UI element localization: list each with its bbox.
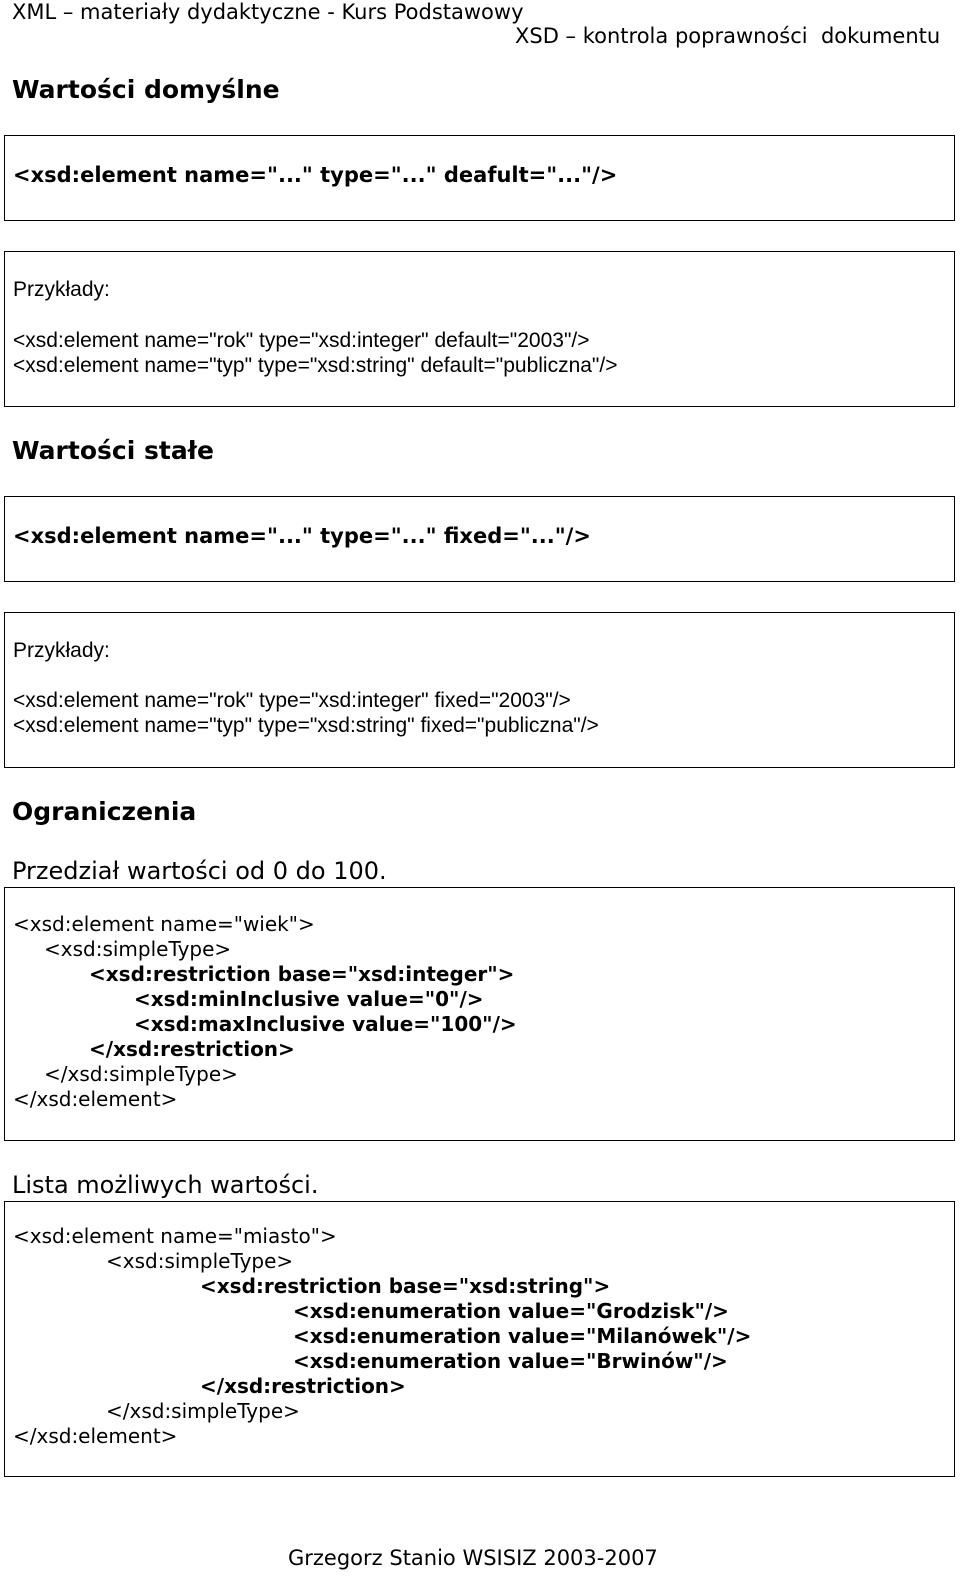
- range-description: Przedział wartości od 0 do 100.: [12, 857, 387, 885]
- list-code-line-4: <xsd:enumeration value="Grodzisk"/>: [293, 1299, 729, 1323]
- heading-default-values: Wartości domyślne: [12, 75, 280, 104]
- default-example-2: <xsd:element name="typ" type="xsd:string" default="publiczna"/>: [13, 354, 618, 377]
- fixed-examples-box: [4, 612, 955, 768]
- fixed-syntax: <xsd:element name="..." type="..." fixed="..."/>: [13, 524, 591, 548]
- default-example-1: <xsd:element name="rok" type="xsd:integer" default="2003"/>: [13, 329, 590, 352]
- default-syntax-box: [4, 135, 955, 221]
- list-code-line-2: <xsd:simpleType>: [106, 1249, 294, 1273]
- list-code-box: [4, 1201, 955, 1477]
- range-code-line-6: </xsd:restriction>: [89, 1037, 295, 1061]
- list-description: Lista możliwych wartości.: [12, 1171, 319, 1199]
- range-code-line-1: <xsd:element name="wiek">: [13, 912, 315, 936]
- list-code-line-8: </xsd:simpleType>: [106, 1399, 300, 1423]
- fixed-examples-label: Przykłady:: [13, 639, 110, 662]
- list-code-line-3: <xsd:restriction base="xsd:string">: [200, 1274, 611, 1298]
- range-code-line-2: <xsd:simpleType>: [44, 937, 232, 961]
- footer-author: Grzegorz Stanio WSISIZ 2003-2007: [288, 1546, 658, 1570]
- range-code-line-7: </xsd:simpleType>: [44, 1062, 238, 1086]
- list-code-line-6: <xsd:enumeration value="Brwinów"/>: [293, 1349, 728, 1373]
- list-code-line-1: <xsd:element name="miasto">: [13, 1224, 337, 1248]
- range-code-box: [4, 887, 955, 1141]
- range-code-line-4: <xsd:minInclusive value="0"/>: [134, 987, 484, 1011]
- heading-restrictions: Ograniczenia: [12, 797, 197, 826]
- range-code-line-8: </xsd:element>: [13, 1087, 178, 1111]
- list-code-line-7: </xsd:restriction>: [200, 1374, 406, 1398]
- default-syntax: <xsd:element name="..." type="..." deafult="..."/>: [13, 163, 618, 187]
- default-examples-box: [4, 251, 955, 407]
- list-code-line-5: <xsd:enumeration value="Milanówek"/>: [293, 1324, 752, 1348]
- fixed-example-1: <xsd:element name="rok" type="xsd:integer" fixed="2003"/>: [13, 689, 571, 712]
- fixed-example-2: <xsd:element name="typ" type="xsd:string" fixed="publiczna"/>: [13, 714, 599, 737]
- range-code-line-5: <xsd:maxInclusive value="100"/>: [134, 1012, 517, 1036]
- fixed-syntax-box: [4, 496, 955, 582]
- range-code-line-3: <xsd:restriction base="xsd:integer">: [89, 962, 515, 986]
- header-chapter-title: XSD – kontrola poprawności dokumentu: [515, 24, 941, 48]
- header-course-title: XML – materiały dydaktyczne - Kurs Podstawowy: [12, 0, 524, 24]
- list-code-line-9: </xsd:element>: [13, 1424, 178, 1448]
- heading-fixed-values: Wartości stałe: [12, 436, 214, 465]
- default-examples-label: Przykłady:: [13, 278, 110, 301]
